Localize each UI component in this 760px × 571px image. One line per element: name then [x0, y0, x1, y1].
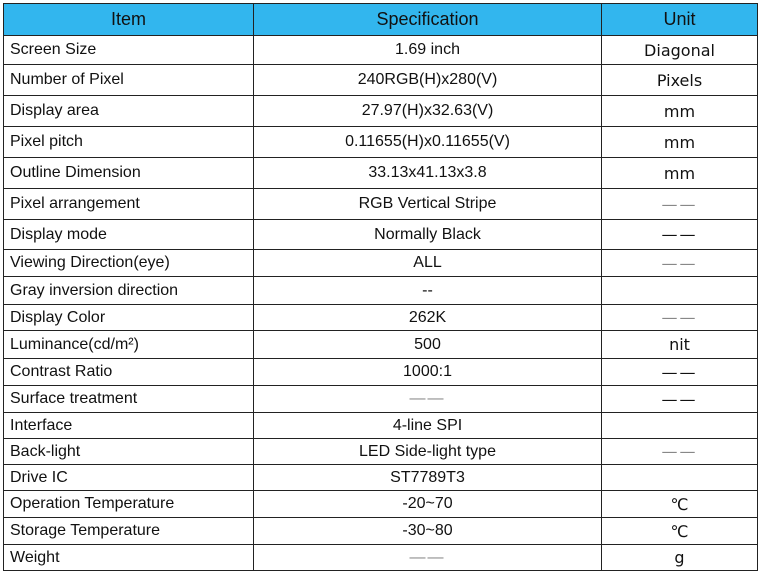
table-row — [4, 127, 758, 158]
item-cell: Weight — [4, 545, 254, 571]
unit-cell: mm — [602, 127, 758, 158]
table-row — [4, 439, 758, 465]
header-unit: Unit — [602, 4, 758, 36]
header-item: Item — [4, 4, 254, 36]
spec-cell: 33.13x41.13x3.8 — [254, 158, 602, 189]
spec-cell: 27.97(H)x32.63(V) — [254, 96, 602, 127]
item-cell: Luminance(cd/m²) — [4, 331, 254, 359]
table-row — [4, 359, 758, 386]
item-cell: Gray inversion direction — [4, 277, 254, 305]
table-row — [4, 331, 758, 359]
item-cell: Screen Size — [4, 36, 254, 65]
unit-cell — [602, 189, 758, 220]
item-cell: Operation Temperature — [4, 491, 254, 518]
spec-cell: LED Side-light type — [254, 439, 602, 465]
item-cell: Surface treatment — [4, 386, 254, 413]
item-cell: Pixel pitch — [4, 127, 254, 158]
unit-cell — [602, 386, 758, 413]
item-cell: Storage Temperature — [4, 518, 254, 545]
unit-cell: mm — [602, 158, 758, 189]
dash-placeholder: —— — [409, 548, 446, 566]
table-row — [4, 189, 758, 220]
dash-placeholder: —— — [661, 253, 698, 273]
item-cell: Display mode — [4, 220, 254, 250]
item-cell: Number of Pixel — [4, 65, 254, 96]
spec-cell — [254, 386, 602, 413]
spec-cell: RGB Vertical Stripe — [254, 189, 602, 220]
table-row — [4, 305, 758, 331]
item-cell: Back-light — [4, 439, 254, 465]
unit-cell: mm — [602, 96, 758, 127]
spec-cell: 1000:1 — [254, 359, 602, 386]
unit-cell: Diagonal — [602, 36, 758, 65]
unit-cell — [602, 465, 758, 491]
spec-cell: -30~80 — [254, 518, 602, 545]
dash-placeholder: —— — [409, 390, 446, 407]
dash-placeholder: —— — [661, 194, 698, 214]
unit-cell — [602, 413, 758, 439]
spec-cell: 240RGB(H)x280(V) — [254, 65, 602, 96]
table-row — [4, 250, 758, 277]
unit-cell: g — [602, 545, 758, 571]
table-row — [4, 65, 758, 96]
table-row — [4, 96, 758, 127]
dash-placeholder: —— — [661, 362, 698, 382]
item-cell: Drive IC — [4, 465, 254, 491]
spec-cell: 262K — [254, 305, 602, 331]
header-specification: Specification — [254, 4, 602, 36]
table-row — [4, 491, 758, 518]
spec-cell: -- — [254, 277, 602, 305]
spec-cell — [254, 545, 602, 571]
dash-placeholder: —— — [661, 442, 698, 461]
spec-cell: 1.69 inch — [254, 36, 602, 65]
dash-placeholder: —— — [661, 389, 698, 409]
unit-cell — [602, 250, 758, 277]
unit-cell — [602, 305, 758, 331]
unit-cell — [602, 277, 758, 305]
spec-cell: -20~70 — [254, 491, 602, 518]
table-row — [4, 277, 758, 305]
unit-cell: ℃ — [602, 491, 758, 518]
unit-cell — [602, 439, 758, 465]
unit-cell: nit — [602, 331, 758, 359]
unit-cell — [602, 220, 758, 250]
dash-placeholder: —— — [661, 225, 698, 244]
item-cell: Display area — [4, 96, 254, 127]
item-cell: Outline Dimension — [4, 158, 254, 189]
item-cell: Viewing Direction(eye) — [4, 250, 254, 277]
table-row — [4, 465, 758, 491]
item-cell: Interface — [4, 413, 254, 439]
item-cell: Pixel arrangement — [4, 189, 254, 220]
spec-table — [3, 3, 758, 571]
unit-cell: Pixels — [602, 65, 758, 96]
spec-cell: ST7789T3 — [254, 465, 602, 491]
table-row — [4, 36, 758, 65]
table-row — [4, 220, 758, 250]
spec-cell: 500 — [254, 331, 602, 359]
unit-cell: ℃ — [602, 518, 758, 545]
spec-cell: 0.11655(H)x0.11655(V) — [254, 127, 602, 158]
item-cell: Contrast Ratio — [4, 359, 254, 386]
spec-cell: 4-line SPI — [254, 413, 602, 439]
spec-cell: ALL — [254, 250, 602, 277]
table-row — [4, 386, 758, 413]
item-cell: Display Color — [4, 305, 254, 331]
table-row — [4, 158, 758, 189]
table-row — [4, 413, 758, 439]
unit-cell — [602, 359, 758, 386]
header-row — [4, 4, 758, 36]
dash-placeholder: —— — [661, 308, 698, 327]
table-row — [4, 518, 758, 545]
spec-cell: Normally Black — [254, 220, 602, 250]
table-row — [4, 545, 758, 571]
